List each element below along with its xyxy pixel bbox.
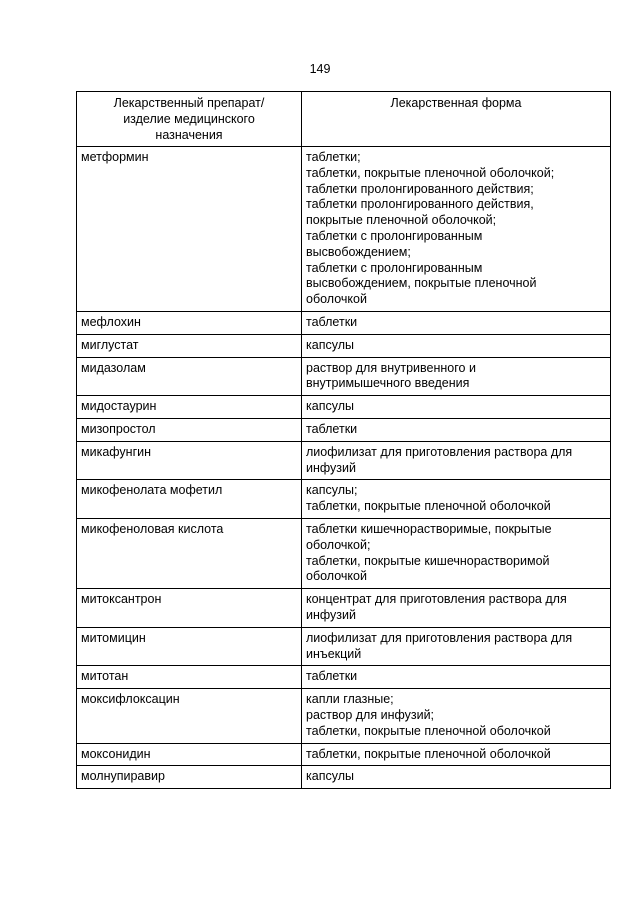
dosage-form-line: оболочкой <box>306 292 367 307</box>
table-header-row <box>77 92 611 147</box>
form-cell <box>302 766 611 789</box>
table-row <box>77 147 611 312</box>
dosage-form-line: таблетки с пролонгированным <box>306 260 483 275</box>
dosage-form-line: раствор для внутривенного и <box>306 360 476 375</box>
table-row <box>77 396 611 419</box>
dosage-form-line: высвобождением; <box>306 244 411 259</box>
drug-cell <box>77 589 302 628</box>
drug-cell <box>77 311 302 334</box>
dosage-form-line: капсулы; <box>306 483 358 498</box>
drug-name: мизопростол <box>81 421 156 436</box>
dosage-form-line: лиофилизат для приготовления раствора для <box>306 630 573 645</box>
dosage-form-line: таблетки, покрытые пленочной оболочкой <box>306 746 551 761</box>
form-cell <box>302 418 611 441</box>
table-row <box>77 766 611 789</box>
drug-name: митотан <box>81 669 129 684</box>
table-body <box>77 147 611 789</box>
form-cell <box>302 311 611 334</box>
table-row <box>77 311 611 334</box>
table-row <box>77 666 611 689</box>
dosage-form-line: таблетки; <box>306 150 361 164</box>
form-cell <box>302 480 611 519</box>
form-cell <box>302 441 611 480</box>
dosage-form-line: таблетки, покрытые пленочной оболочкой <box>306 723 551 738</box>
drug-form-table <box>76 91 611 789</box>
dosage-form-line: таблетки кишечнорастворимые, покрытые <box>306 521 552 536</box>
header-drug-line: назначения <box>155 127 223 142</box>
form-cell <box>302 589 611 628</box>
drug-name: митоксантрон <box>81 592 162 607</box>
drug-cell <box>77 441 302 480</box>
dosage-form-line: инъекций <box>306 646 362 661</box>
drug-name: моксифлоксацин <box>81 692 180 707</box>
dosage-form-line: таблетки <box>306 421 358 436</box>
drug-cell <box>77 147 302 312</box>
dosage-form-line: таблетки <box>306 314 358 329</box>
dosage-form-line: таблетки, покрытые пленочной оболочкой <box>306 499 551 514</box>
dosage-form-line: таблетки с пролонгированным <box>306 228 483 243</box>
table-row <box>77 518 611 588</box>
dosage-form-line: таблетки, покрытые кишечнорастворимой <box>306 553 550 568</box>
drug-cell <box>77 689 302 743</box>
dosage-form-line: концентрат для приготовления раствора для <box>306 592 567 607</box>
table-row <box>77 589 611 628</box>
dosage-form-line: оболочкой <box>306 569 367 584</box>
drug-cell <box>77 396 302 419</box>
drug-name: миглустат <box>81 337 139 352</box>
drug-cell <box>77 627 302 666</box>
dosage-form-line: таблетки <box>306 669 358 684</box>
drug-name: микофеноловая кислота <box>81 521 224 536</box>
dosage-form-line: таблетки пролонгированного действия, <box>306 197 534 212</box>
form-cell <box>302 396 611 419</box>
form-cell <box>302 518 611 588</box>
form-cell <box>302 147 611 312</box>
table-row <box>77 334 611 357</box>
dosage-form-line: высвобождением, покрытые пленочной <box>306 276 537 291</box>
header-drug-line: Лекарственный препарат/ <box>113 96 265 110</box>
form-cell <box>302 689 611 743</box>
drug-name: микофенолата мофетил <box>81 483 223 498</box>
form-cell <box>302 743 611 766</box>
table-row <box>77 480 611 519</box>
dosage-form-line: оболочкой; <box>306 537 371 552</box>
drug-name: мидостаурин <box>81 399 157 414</box>
header-form <box>302 92 611 147</box>
dosage-form-line: лиофилизат для приготовления раствора для <box>306 444 573 459</box>
drug-cell <box>77 666 302 689</box>
dosage-form-line: капсулы <box>306 769 354 784</box>
drug-name: митомицин <box>81 630 146 645</box>
table-row <box>77 689 611 743</box>
drug-name: мефлохин <box>81 314 141 329</box>
dosage-form-line: капсулы <box>306 399 354 414</box>
header-drug-line: изделие медицинского <box>123 111 255 126</box>
form-cell <box>302 666 611 689</box>
drug-name: микафунгин <box>81 444 152 459</box>
drug-name: моксонидин <box>81 746 151 761</box>
drug-name: метформин <box>81 150 149 164</box>
dosage-form-line: капсулы <box>306 337 354 352</box>
drug-cell <box>77 357 302 396</box>
dosage-form-line: раствор для инфузий; <box>306 707 435 722</box>
table-row <box>77 357 611 396</box>
dosage-form-line: таблетки, покрытые пленочной оболочкой; <box>306 165 555 180</box>
table-row <box>77 627 611 666</box>
dosage-form-line: инфузий <box>306 607 356 622</box>
table-row <box>77 743 611 766</box>
form-cell <box>302 334 611 357</box>
form-cell <box>302 357 611 396</box>
page-number: 149 <box>309 62 331 76</box>
table-row <box>77 441 611 480</box>
drug-cell <box>77 334 302 357</box>
dosage-form-line: покрытые пленочной оболочкой; <box>306 213 497 228</box>
dosage-form-line: внутримышечного введения <box>306 376 470 391</box>
dosage-form-line: капли глазные; <box>306 692 394 707</box>
drug-cell <box>77 766 302 789</box>
drug-cell <box>77 480 302 519</box>
drug-cell <box>77 518 302 588</box>
header-drug <box>77 92 302 147</box>
dosage-form-line: таблетки пролонгированного действия; <box>306 181 534 196</box>
table-row <box>77 418 611 441</box>
form-cell <box>302 627 611 666</box>
drug-cell <box>77 418 302 441</box>
drug-name: молнупиравир <box>81 769 165 784</box>
drug-name: мидазолам <box>81 360 146 375</box>
dosage-form-line: инфузий <box>306 460 356 475</box>
header-form-line: Лекарственная форма <box>390 96 522 110</box>
drug-cell <box>77 743 302 766</box>
